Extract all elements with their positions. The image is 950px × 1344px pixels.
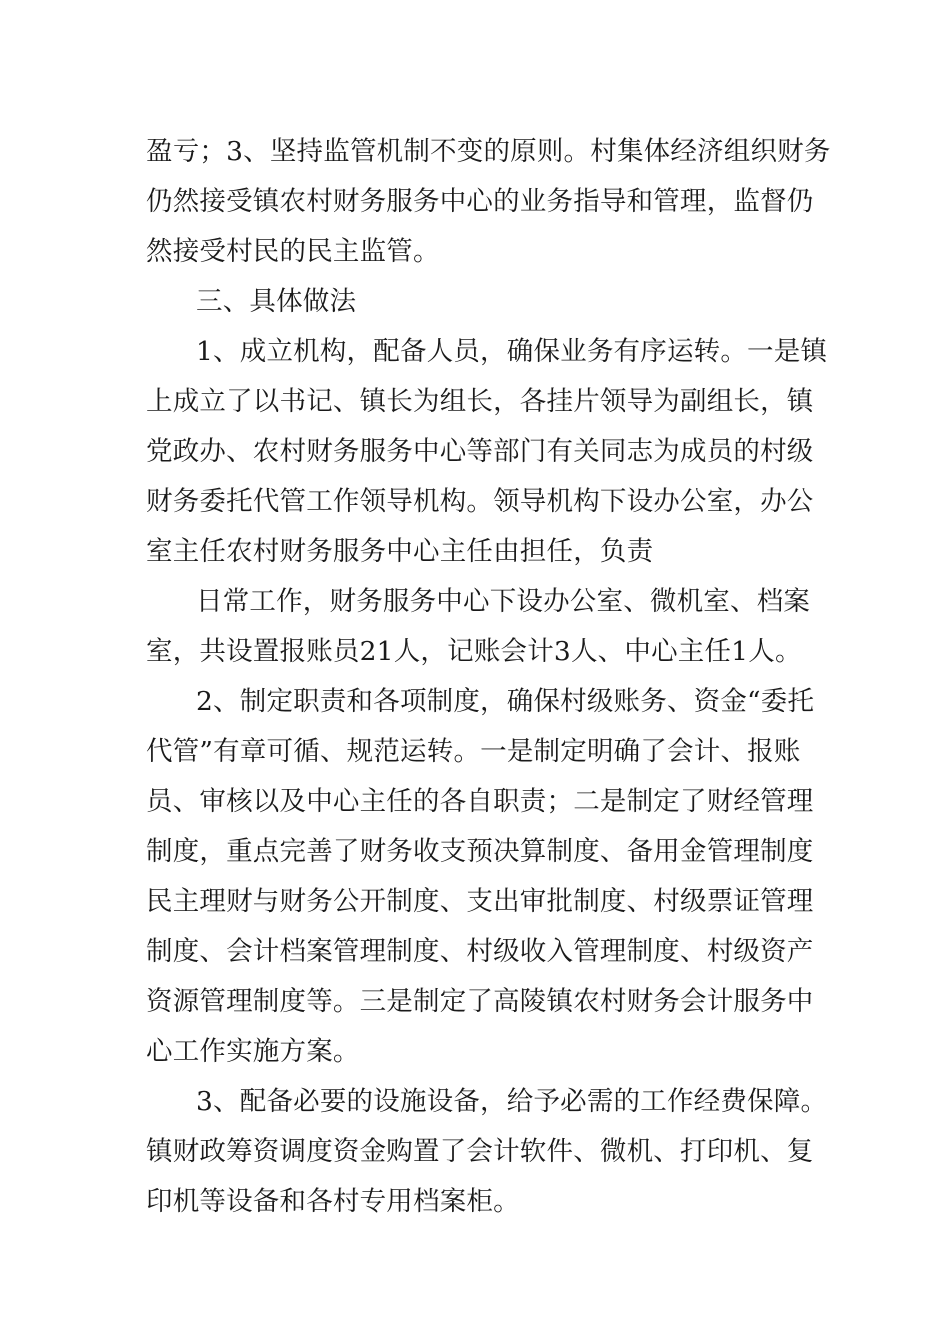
text-line: 镇财政筹资调度资金购置了会计软件、微机、打印机、复 — [146, 1136, 814, 1167]
text-line: 制度、会计档案管理制度、村级收入管理制度、村级资产 — [146, 936, 814, 967]
text-line: 财务委托代管工作领导机构。领导机构下设办公室，办公 — [146, 486, 814, 517]
text-line: 制度，重点完善了财务收支预决算制度、备用金管理制度 — [146, 836, 814, 867]
text-line: 党政办、农村财务服务中心等部门有关同志为成员的村级 — [146, 436, 814, 467]
text-line: 室，共设置报账员21人，记账会计3人、中心主任1人。 — [146, 636, 802, 667]
text-line: 仍然接受镇农村财务服务中心的业务指导和管理，监督仍 — [146, 186, 814, 217]
section-heading: 三、具体做法 — [196, 286, 357, 317]
text-line: 3、配备必要的设施设备，给予必需的工作经费保障。 — [196, 1086, 828, 1117]
text-line: 1、成立机构，配备人员，确保业务有序运转。一是镇 — [196, 336, 828, 367]
text-line: 代管”有章可循、规范运转。一是制定明确了会计、报账 — [146, 736, 801, 767]
text-line: 资源管理制度等。三是制定了高陵镇农村财务会计服务中 — [146, 986, 814, 1017]
text-line: 2、制定职责和各项制度，确保村级账务、资金“委托 — [196, 686, 815, 717]
text-line: 心工作实施方案。 — [146, 1036, 360, 1067]
text-line: 上成立了以书记、镇长为组长，各挂片领导为副组长，镇 — [146, 386, 814, 417]
text-line: 室主任农村财务服务中心主任由担任，负责 — [146, 536, 654, 567]
text-line: 盈亏；3、坚持监管机制不变的原则。村集体经济组织财务 — [146, 136, 831, 167]
text-line: 员、审核以及中心主任的各自职责；二是制定了财经管理 — [146, 786, 814, 817]
text-line: 然接受村民的民主监管。 — [146, 236, 440, 267]
text-line: 印机等设备和各村专用档案柜。 — [146, 1186, 520, 1217]
text-line: 民主理财与财务公开制度、支出审批制度、村级票证管理 — [146, 886, 814, 917]
text-line: 日常工作，财务服务中心下设办公室、微机室、档案 — [196, 586, 811, 617]
